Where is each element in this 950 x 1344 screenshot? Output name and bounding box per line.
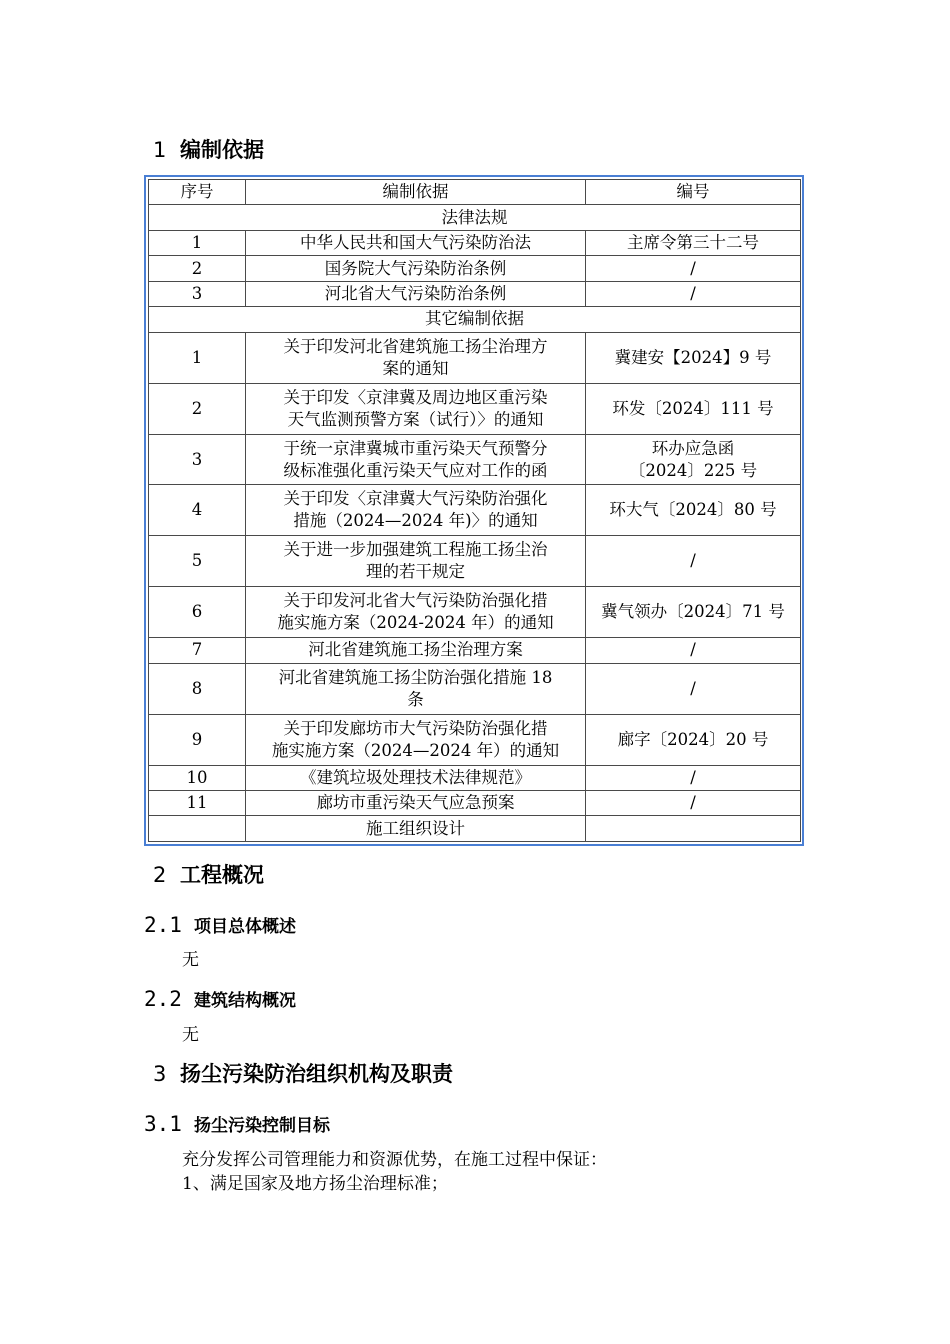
row-name-line: 条: [407, 689, 424, 709]
row-code: 主席令第三十二号: [586, 230, 801, 255]
row-index: 9: [149, 714, 246, 765]
row-code-line: 冀气领办〔2024〕71 号: [601, 602, 785, 622]
row-index: 5: [149, 536, 246, 587]
section-2-2-body: 无: [182, 1025, 199, 1045]
row-code-line: /: [690, 551, 696, 571]
section-number: 3: [153, 1062, 167, 1086]
row-code-line: 环大气〔2024〕80 号: [609, 500, 777, 520]
table-row: [149, 638, 801, 663]
row-code-line: /: [690, 678, 696, 698]
section-title: 扬尘污染防治组织机构及职责: [180, 1062, 453, 1086]
row-name: [246, 332, 586, 383]
row-code: [586, 332, 801, 383]
row-code: [586, 663, 801, 714]
row-index: 10: [149, 765, 246, 790]
row-name: [246, 485, 586, 536]
row-code: [586, 587, 801, 638]
row-name-line: 关于印发廊坊市大气污染防治强化措: [283, 718, 548, 738]
section-number: 2.2: [144, 987, 182, 1011]
row-name-line: 关于进一步加强建筑工程施工扬尘治: [283, 540, 548, 560]
row-name: 中华人民共和国大气污染防治法: [246, 230, 586, 255]
row-code: /: [586, 791, 801, 816]
row-name-line: 河北省建筑施工扬尘防治强化措施 18: [278, 667, 553, 687]
group-others: 其它编制依据: [149, 307, 801, 332]
row-name: [246, 714, 586, 765]
row-name: [246, 587, 586, 638]
row-code: [586, 383, 801, 434]
section-title: 工程概况: [180, 863, 264, 887]
table-group-row: [149, 307, 801, 332]
table-row: [149, 230, 801, 255]
section-2-2-heading: [144, 986, 296, 1014]
row-index: 1: [149, 332, 246, 383]
row-name: 《建筑垃圾处理技术法律规范》: [246, 765, 586, 790]
row-name-line: 关于印发〈京津冀及周边地区重污染: [283, 387, 548, 407]
section-2-1-body: 无: [182, 950, 199, 970]
section-title: 扬尘污染控制目标: [194, 1116, 330, 1136]
row-name: 河北省大气污染防治条例: [246, 281, 586, 306]
header-index: 序号: [149, 180, 246, 205]
row-index: 8: [149, 663, 246, 714]
row-code: /: [586, 256, 801, 281]
row-name: 施工组织设计: [246, 816, 586, 842]
table-row: [149, 816, 801, 842]
table-row: [149, 714, 801, 765]
row-index: [149, 816, 246, 842]
row-name: 国务院大气污染防治条例: [246, 256, 586, 281]
basis-table: [148, 179, 801, 842]
row-code: /: [586, 281, 801, 306]
row-name: 河北省建筑施工扬尘治理方案: [246, 638, 586, 663]
section-3-1-body-line1: 充分发挥公司管理能力和资源优势，在施工过程中保证：: [182, 1150, 607, 1170]
table-row: [149, 536, 801, 587]
row-name-line: 级标准强化重污染天气应对工作的函: [283, 460, 548, 480]
section-3-1-body-line2: 1、满足国家及地方扬尘治理标准；: [182, 1174, 448, 1194]
table-row: [149, 485, 801, 536]
table-row: [149, 587, 801, 638]
row-name-line: 施实施方案（2024—2024 年）的通知: [271, 740, 560, 760]
section-number: 1: [153, 138, 167, 162]
row-code-line: 〔2024〕225 号: [628, 460, 758, 480]
section-1-heading: [153, 136, 264, 164]
section-title: 项目总体概述: [194, 917, 296, 937]
header-code: 编号: [586, 180, 801, 205]
table-row: [149, 791, 801, 816]
row-code-line: 廊字〔2024〕20 号: [617, 729, 769, 749]
basis-table-frame: [144, 175, 804, 846]
row-index: 4: [149, 485, 246, 536]
row-name-line: 施实施方案（2024-2024 年）的通知: [277, 613, 554, 633]
table-header-row: [149, 180, 801, 205]
table-row: [149, 663, 801, 714]
header-basis: 编制依据: [246, 180, 586, 205]
row-name-line: 案的通知: [382, 358, 449, 378]
table-row: [149, 383, 801, 434]
row-index: 2: [149, 383, 246, 434]
row-name: [246, 383, 586, 434]
section-2-heading: [153, 861, 264, 889]
row-code-line: 环办应急函: [651, 438, 735, 458]
table-row: [149, 332, 801, 383]
row-code: /: [586, 638, 801, 663]
row-name-line: 关于印发河北省建筑施工扬尘治理方: [283, 336, 548, 356]
row-name: 廊坊市重污染天气应急预案: [246, 791, 586, 816]
row-code: [586, 816, 801, 842]
row-name-line: 天气监测预警方案（试行）〉的通知: [287, 409, 544, 429]
row-name-line: 措施（2024—2024 年)〉的通知: [293, 511, 538, 531]
row-index: 3: [149, 434, 246, 485]
row-code: [586, 536, 801, 587]
row-index: 11: [149, 791, 246, 816]
section-title: 建筑结构概况: [194, 991, 296, 1011]
table-row: [149, 765, 801, 790]
section-3-1-heading: [144, 1111, 330, 1139]
row-index: 6: [149, 587, 246, 638]
row-name: [246, 663, 586, 714]
row-name-line: 关于印发〈京津冀大气污染防治强化: [283, 489, 548, 509]
row-index: 3: [149, 281, 246, 306]
row-name: [246, 536, 586, 587]
row-index: 1: [149, 230, 246, 255]
table-group-row: [149, 205, 801, 230]
section-number: 2: [153, 863, 167, 887]
row-name-line: 理的若干规定: [366, 562, 465, 582]
row-name: [246, 434, 586, 485]
table-row: [149, 434, 801, 485]
section-title: 编制依据: [180, 138, 264, 162]
section-2-1-heading: [144, 912, 296, 940]
section-number: 3.1: [144, 1112, 182, 1136]
row-code-line: 冀建安【2024】9 号: [614, 347, 772, 367]
section-number: 2.1: [144, 913, 182, 937]
row-code: [586, 434, 801, 485]
row-name-line: 关于印发河北省大气污染防治强化措: [283, 591, 548, 611]
section-3-heading: [153, 1060, 453, 1088]
row-index: 2: [149, 256, 246, 281]
row-code: [586, 714, 801, 765]
group-laws: 法律法规: [149, 205, 801, 230]
row-name-line: 于统一京津冀城市重污染天气预警分: [283, 438, 548, 458]
row-code-line: 环发〔2024〕111 号: [612, 398, 774, 418]
row-index: 7: [149, 638, 246, 663]
row-code: [586, 485, 801, 536]
table-row: [149, 281, 801, 306]
row-code: /: [586, 765, 801, 790]
table-row: [149, 256, 801, 281]
